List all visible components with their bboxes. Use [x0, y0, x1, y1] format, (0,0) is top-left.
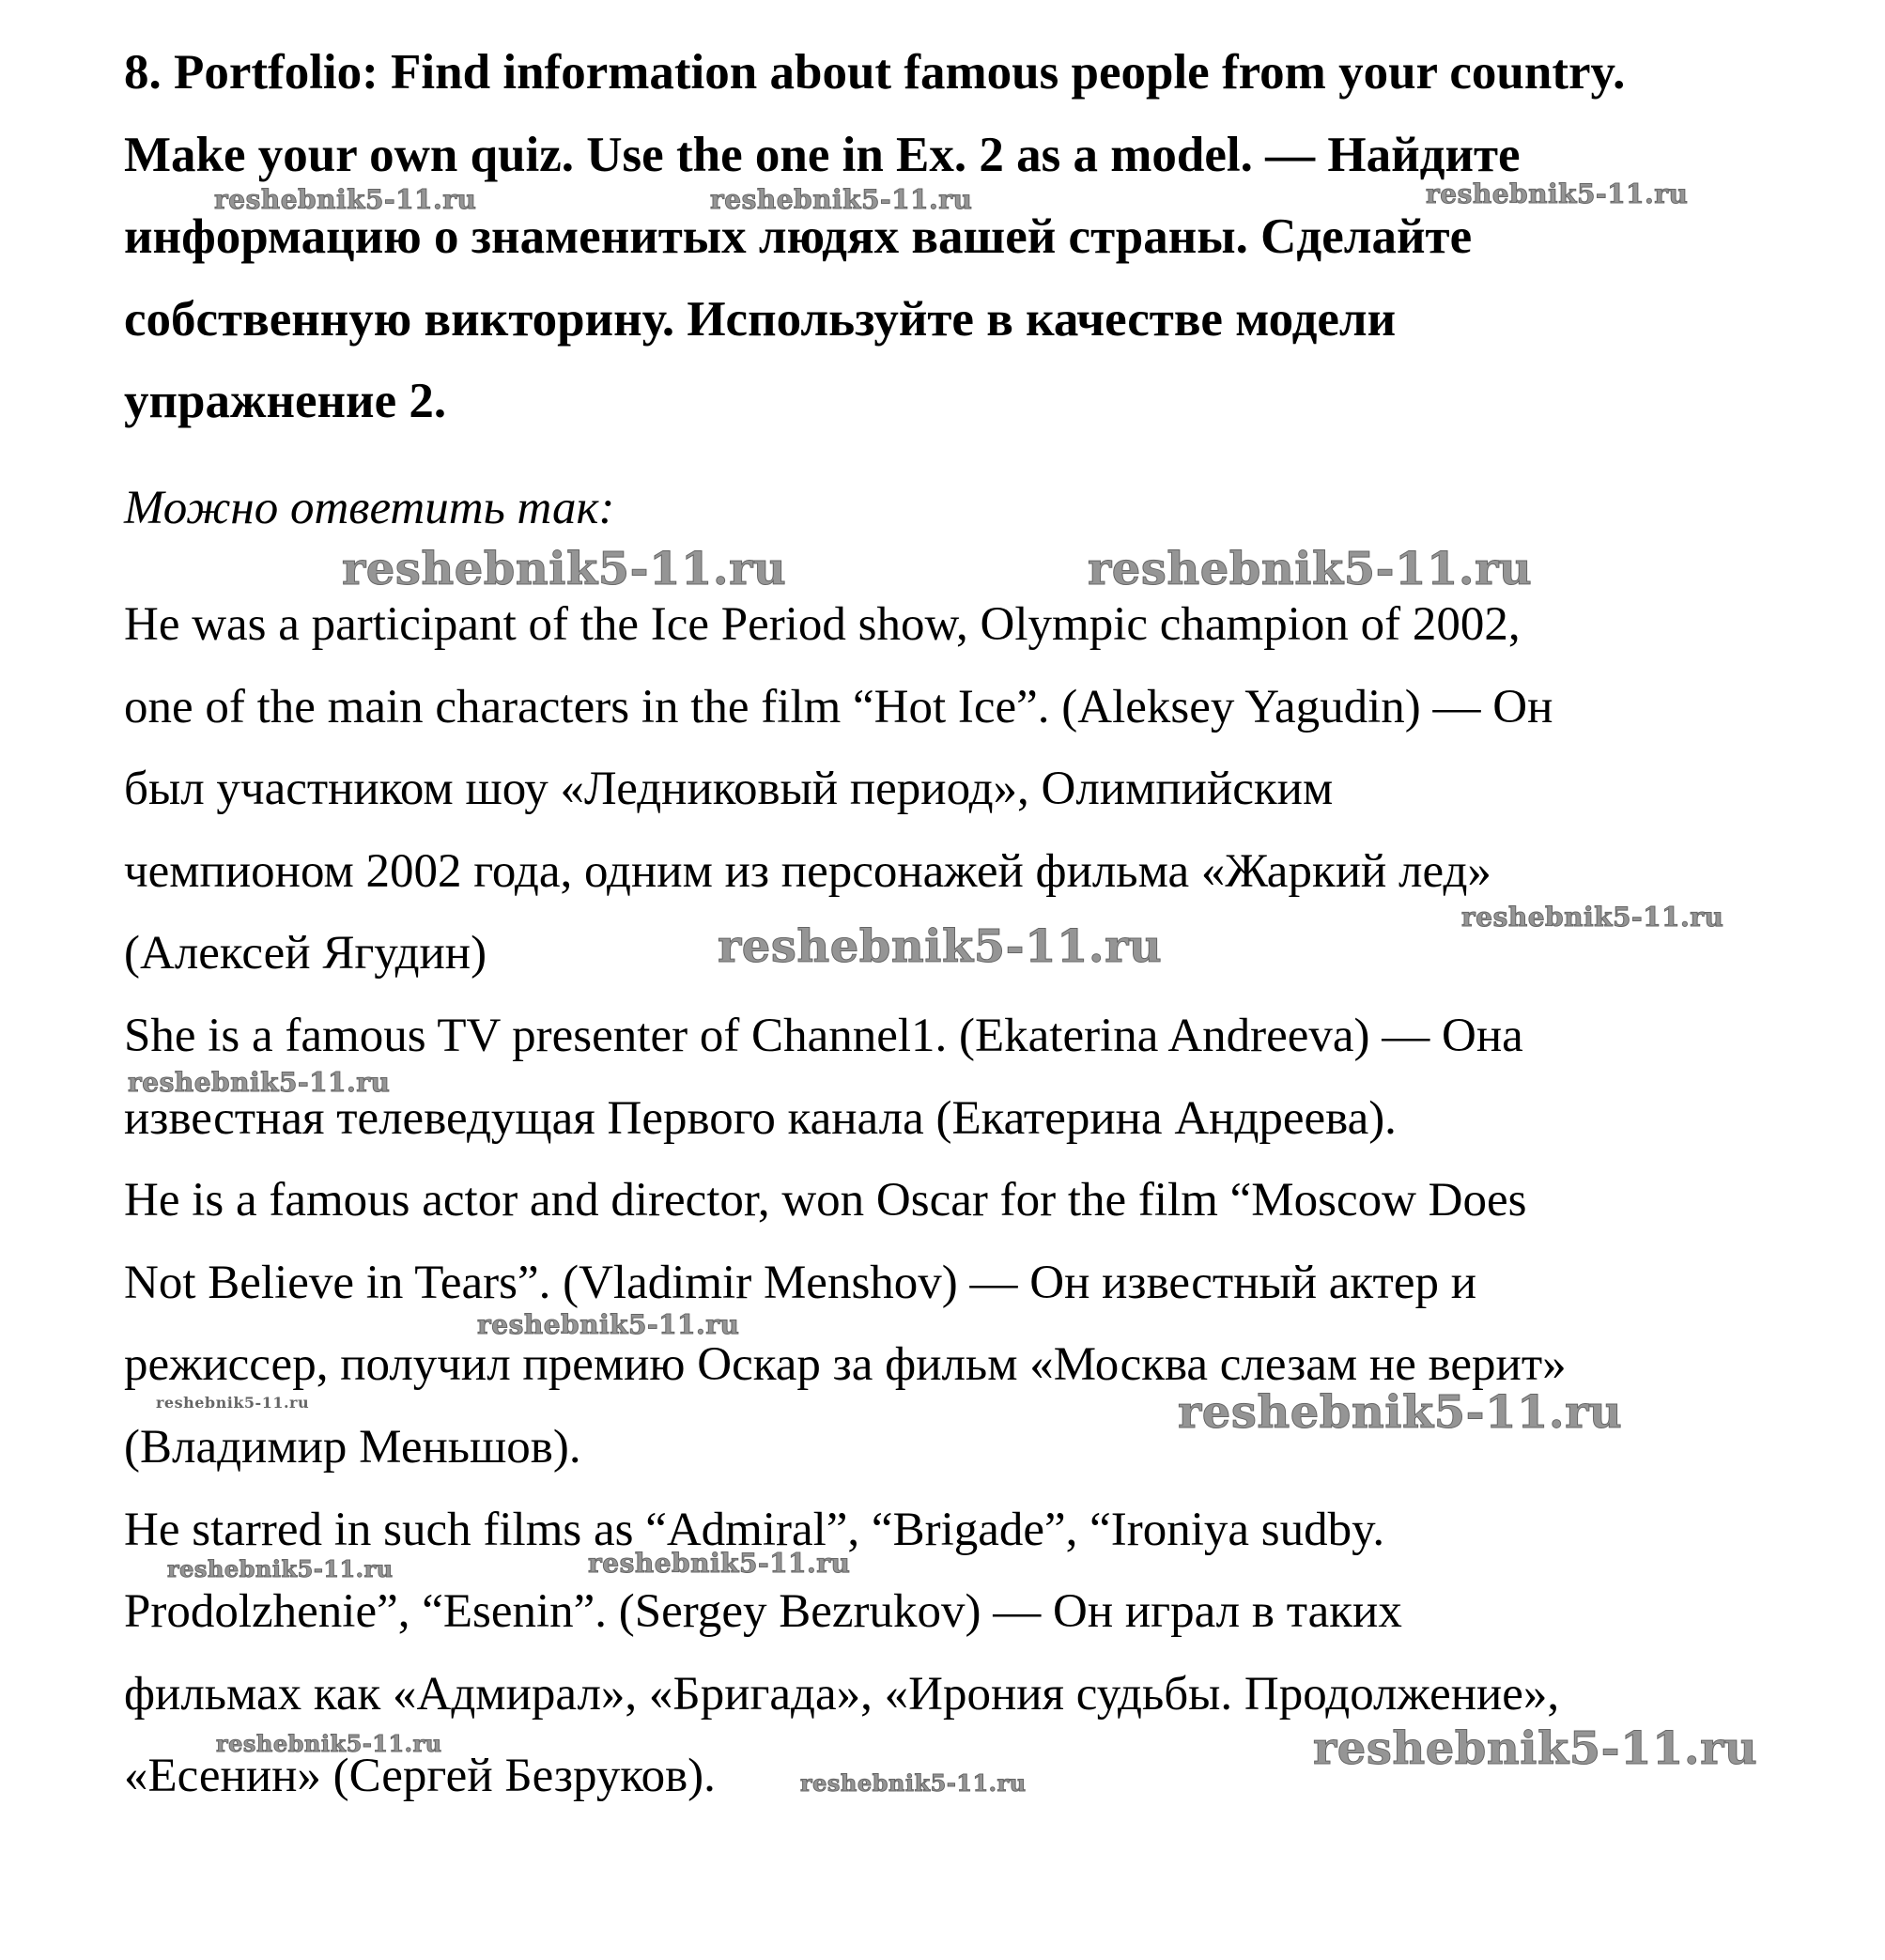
answer-line: был участником шоу «Ледниковый период», Олимпийским: [124, 763, 1334, 816]
watermark: reshebnik5-11.ru: [1461, 902, 1724, 933]
answer-line: (Владимир Меньшов).: [124, 1420, 581, 1474]
answer-line: Not Believe in Tears”. (Vladimir Menshov) — Он известный актер и: [124, 1256, 1477, 1309]
task-heading: [124, 32, 1815, 443]
answer-line: He starred in such films as “Admiral”, “Brigade”, “Ironiya sudby.: [124, 1503, 1385, 1556]
task-line: собственную викторину. Используйте в качестве модели: [124, 291, 1397, 347]
watermark: reshebnik5-11.ru: [128, 1067, 391, 1098]
answer-line: (Алексей Ягудин): [124, 927, 487, 980]
answer-line: He was a participant of the Ice Period show, Olympic champion of 2002,: [124, 598, 1521, 651]
answer-text: [124, 584, 1833, 1818]
watermark: reshebnik5-11.ru: [342, 543, 787, 595]
answer-line: He is a famous actor and director, won Oscar for the film “Moscow Does: [124, 1174, 1527, 1227]
watermark: reshebnik5-11.ru: [216, 1730, 442, 1757]
task-line: Make your own quiz. Use the one in Ex. 2 as a model. — Найдите: [124, 127, 1521, 182]
answer-intro: Можно ответить так:: [124, 482, 615, 534]
answer-line: режиссер, получил премию Оскар за фильм «Москва слезам не верит»: [124, 1338, 1567, 1392]
watermark: reshebnik5-11.ru: [156, 1394, 310, 1412]
answer-line: one of the main characters in the film “Hot Ice”. (Aleksey Yagudin) — Он: [124, 680, 1553, 733]
task-line: информацию о знаменитых людях вашей страны. Сделайте: [124, 209, 1473, 264]
watermark: reshebnik5-11.ru: [1313, 1722, 1758, 1775]
answer-line: «Есенин» (Сергей Безруков).: [124, 1750, 716, 1803]
answer-line: чемпионом 2002 года, одним из персонажей фильма «Жаркий лед»: [124, 844, 1491, 898]
answer-line: Prodolzhenie”, “Esenin”. (Sergey Bezrukov) — Он играл в таких: [124, 1585, 1402, 1639]
watermark: reshebnik5-11.ru: [800, 1769, 1027, 1797]
watermark: reshebnik5-11.ru: [1088, 543, 1533, 595]
watermark: reshebnik5-11.ru: [588, 1548, 851, 1579]
watermark: reshebnik5-11.ru: [214, 184, 477, 215]
watermark: reshebnik5-11.ru: [718, 920, 1163, 973]
answer-line: She is a famous TV presenter of Channel1. (Ekaterina Andreeva) — Она: [124, 1009, 1523, 1062]
task-line: 8. Portfolio: Find information about famous people from your country.: [124, 45, 1626, 100]
task-line: упражнение 2.: [124, 374, 447, 428]
answer-line: известная телеведущая Первого канала (Екатерина Андреева).: [124, 1091, 1397, 1145]
watermark: reshebnik5-11.ru: [477, 1309, 740, 1340]
answer-line: фильмах как «Адмирал», «Бригада», «Ирония судьбы. Продолжение»,: [124, 1667, 1560, 1721]
watermark: reshebnik5-11.ru: [710, 184, 973, 215]
watermark: reshebnik5-11.ru: [167, 1555, 394, 1582]
watermark: reshebnik5-11.ru: [1178, 1386, 1623, 1439]
watermark: reshebnik5-11.ru: [1426, 178, 1689, 209]
